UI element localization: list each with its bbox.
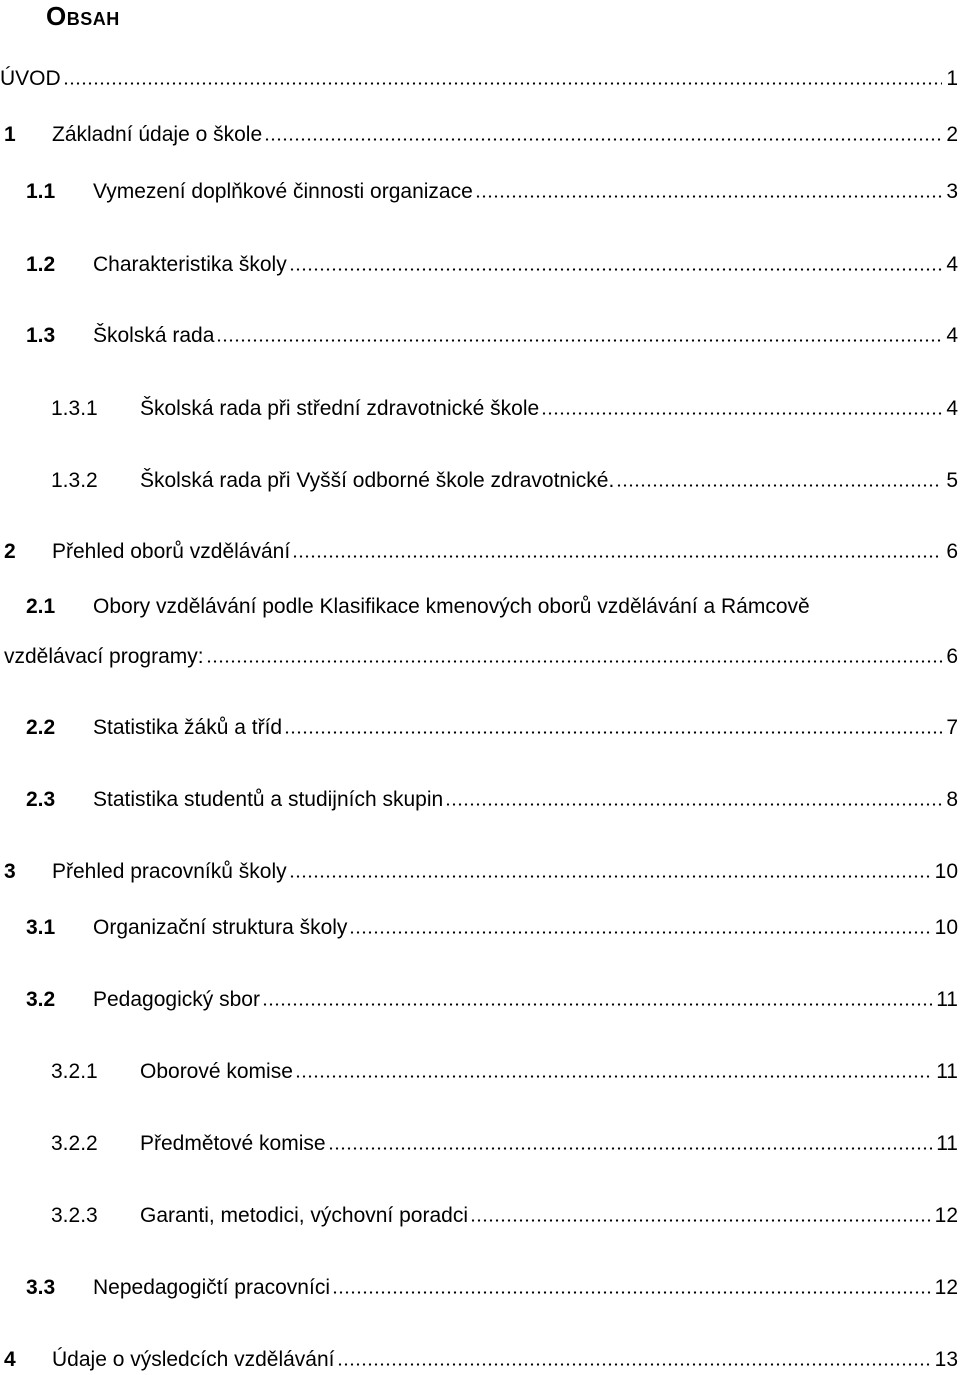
dot-leader <box>349 912 930 934</box>
toc-entry-page: 6 <box>946 540 958 563</box>
toc-entry-title: Vymezení doplňkové činnosti organizace <box>93 180 473 203</box>
toc-entry-1-3[interactable] <box>0 320 960 350</box>
toc-entry-page: 2 <box>946 123 958 146</box>
dot-leader <box>264 119 942 141</box>
toc-entry-page: 4 <box>946 397 958 420</box>
dot-leader <box>289 856 931 878</box>
toc-entry-1-3-2[interactable] <box>0 465 960 495</box>
toc-entry-title: Školská rada při střední zdravotnické škole <box>140 397 540 420</box>
toc-entry-page: 11 <box>936 1060 958 1083</box>
dot-leader <box>475 176 943 198</box>
dot-leader <box>332 1272 931 1294</box>
toc-entry-intro[interactable] <box>0 63 960 93</box>
toc-entry-title: Základní údaje o škole <box>52 123 263 146</box>
toc-entry-title: Obory vzdělávání podle Klasifikace kmenových oborů vzdělávání a Rámcově <box>93 595 810 618</box>
toc-entry-number: 3.2.2 <box>51 1132 98 1155</box>
dot-leader <box>328 1128 933 1150</box>
toc-entry-3-2-3[interactable] <box>0 1200 960 1230</box>
toc-entry-page: 7 <box>946 716 958 739</box>
toc-entry-title: Garanti, metodici, výchovní poradci <box>140 1204 468 1227</box>
toc-entry-title: Statistika žáků a tříd <box>93 716 283 739</box>
toc-entry-title: ÚVOD <box>0 67 61 90</box>
toc-entry-number: 4 <box>4 1348 16 1371</box>
toc-entry-page: 10 <box>934 860 958 883</box>
toc-heading: Obsah <box>46 1 120 31</box>
toc-entry-number: 3.3 <box>26 1276 56 1299</box>
toc-entry-title: Pedagogický sbor <box>93 988 260 1011</box>
toc-entry-page: 10 <box>934 916 958 939</box>
toc-entry-number: 1.3.2 <box>51 469 98 492</box>
toc-entry-2-1-line1[interactable] <box>26 592 810 622</box>
toc-entry-2-3[interactable] <box>0 784 960 814</box>
toc-entry-page: 4 <box>946 324 958 347</box>
toc-entry-title: Přehled oborů vzdělávání <box>52 540 291 563</box>
dot-leader <box>616 465 942 487</box>
toc-entry-number: 2 <box>4 540 16 563</box>
dot-leader <box>470 1200 931 1222</box>
toc-entry-3-2[interactable] <box>0 984 960 1014</box>
toc-entry-title: Organizační struktura školy <box>93 916 348 939</box>
toc-entry-1-3-1[interactable] <box>0 393 960 423</box>
toc-entry-3-2-2[interactable] <box>0 1128 960 1158</box>
dot-leader <box>289 249 943 271</box>
toc-entry-title: Předmětové komise <box>140 1132 326 1155</box>
toc-entry-title: Oborové komise <box>140 1060 293 1083</box>
toc-entry-title: Školská rada při Vyšší odborné škole zdravotnické. <box>140 469 615 492</box>
toc-entry-page: 3 <box>946 180 958 203</box>
toc-entry-2[interactable] <box>0 536 960 566</box>
toc-entry-1-2[interactable] <box>0 249 960 279</box>
toc-entry-title: Statistika studentů a studijních skupin <box>93 788 444 811</box>
toc-entry-title: Školská rada <box>93 324 215 347</box>
toc-entry-2-2[interactable] <box>0 712 960 742</box>
toc-entry-page: 8 <box>946 788 958 811</box>
toc-entry-number: 3.2.1 <box>51 1060 98 1083</box>
toc-entry-number: 2.1 <box>26 595 56 618</box>
dot-leader <box>445 784 942 806</box>
dot-leader <box>284 712 942 734</box>
toc-entry-page: 11 <box>936 1132 958 1155</box>
toc-entry-page: 4 <box>946 253 958 276</box>
toc-entry-number: 3.2 <box>26 988 56 1011</box>
toc-entry-page: 12 <box>934 1204 958 1227</box>
toc-entry-title: Údaje o výsledcích vzdělávání <box>52 1348 335 1371</box>
toc-entry-number: 1.3.1 <box>51 397 98 420</box>
toc-entry-number: 1.3 <box>26 324 56 347</box>
dot-leader <box>292 536 942 558</box>
toc-entry-2-1-line2[interactable] <box>0 641 960 671</box>
toc-entry-number: 1.2 <box>26 253 56 276</box>
dot-leader <box>541 393 942 415</box>
toc-entry-number: 2.2 <box>26 716 56 739</box>
toc-entry-3-2-1[interactable] <box>0 1056 960 1086</box>
toc-entry-page: 11 <box>936 988 958 1011</box>
toc-entry-1-1[interactable] <box>0 176 960 206</box>
toc-entry-number: 3 <box>4 860 16 883</box>
toc-entry-page: 12 <box>934 1276 958 1299</box>
toc-entry-page: 6 <box>946 645 958 668</box>
toc-entry-page: 5 <box>946 469 958 492</box>
toc-entry-title-continuation: vzdělávací programy: <box>4 645 204 668</box>
toc-entry-title: Charakteristika školy <box>93 253 287 276</box>
toc-entry-number: 2.3 <box>26 788 56 811</box>
toc-entry-number: 3.1 <box>26 916 56 939</box>
dot-leader <box>337 1344 931 1366</box>
toc-entry-1[interactable] <box>0 119 960 149</box>
toc-entry-title: Přehled pracovníků školy <box>52 860 287 883</box>
toc-entry-3-1[interactable] <box>0 912 960 942</box>
dot-leader <box>63 63 943 85</box>
toc-entry-number: 1 <box>4 123 16 146</box>
toc-entry-page: 1 <box>946 67 958 90</box>
dot-leader <box>295 1056 932 1078</box>
dot-leader <box>262 984 932 1006</box>
dot-leader <box>206 641 943 663</box>
toc-entry-title: Nepedagogičtí pracovníci <box>93 1276 330 1299</box>
dot-leader <box>216 320 942 342</box>
toc-entry-number: 3.2.3 <box>51 1204 98 1227</box>
toc-entry-number: 1.1 <box>26 180 56 203</box>
toc-entry-page: 13 <box>934 1348 958 1371</box>
toc-entry-3[interactable] <box>0 856 960 886</box>
toc-entry-3-3[interactable] <box>0 1272 960 1302</box>
toc-entry-4[interactable] <box>0 1344 960 1374</box>
